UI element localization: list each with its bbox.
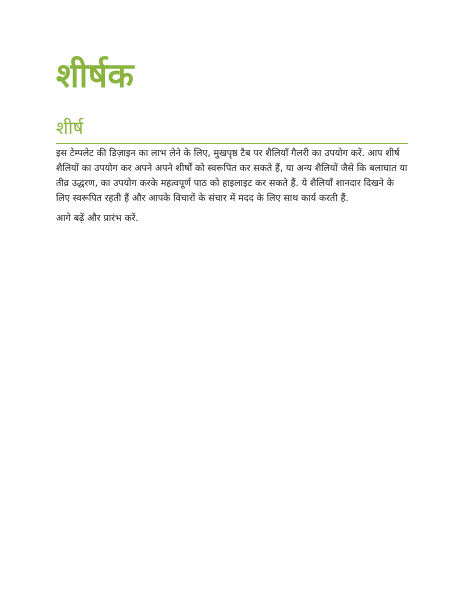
document-content — [56, 50, 408, 226]
body-paragraph-2[interactable]: आगे बढ़ें और प्रारंभ करें. — [56, 213, 139, 224]
heading-block — [56, 116, 408, 144]
body-paragraph-1[interactable]: इस टेम्पलेट की डिज़ाइन का लाभ लेने के लिए, मुखपृष्ठ टैब पर शैलियाँ गैलरी का उपयोग करें. आप शीर्ष शैलियों का उपयोग कर अपने अपने शीर्षों को स्वरूपित कर सकते हैं, या अन्य शैलियों जैसे कि बलाघात या तीव्र उद्धरण, का उपयोग करके महत्वपूर्ण पाठ को हाइलाइट कर सकते हैं. ये शैलियाँ शानदार दिखने के लिए स्वरूपित रहती हैं और आपके विचारों के संचार में मदद के लिए साथ कार्य करती हैं. — [56, 148, 408, 204]
document-title[interactable]: शीर्षक — [56, 56, 134, 96]
section-heading[interactable]: शीर्ष — [56, 118, 84, 139]
